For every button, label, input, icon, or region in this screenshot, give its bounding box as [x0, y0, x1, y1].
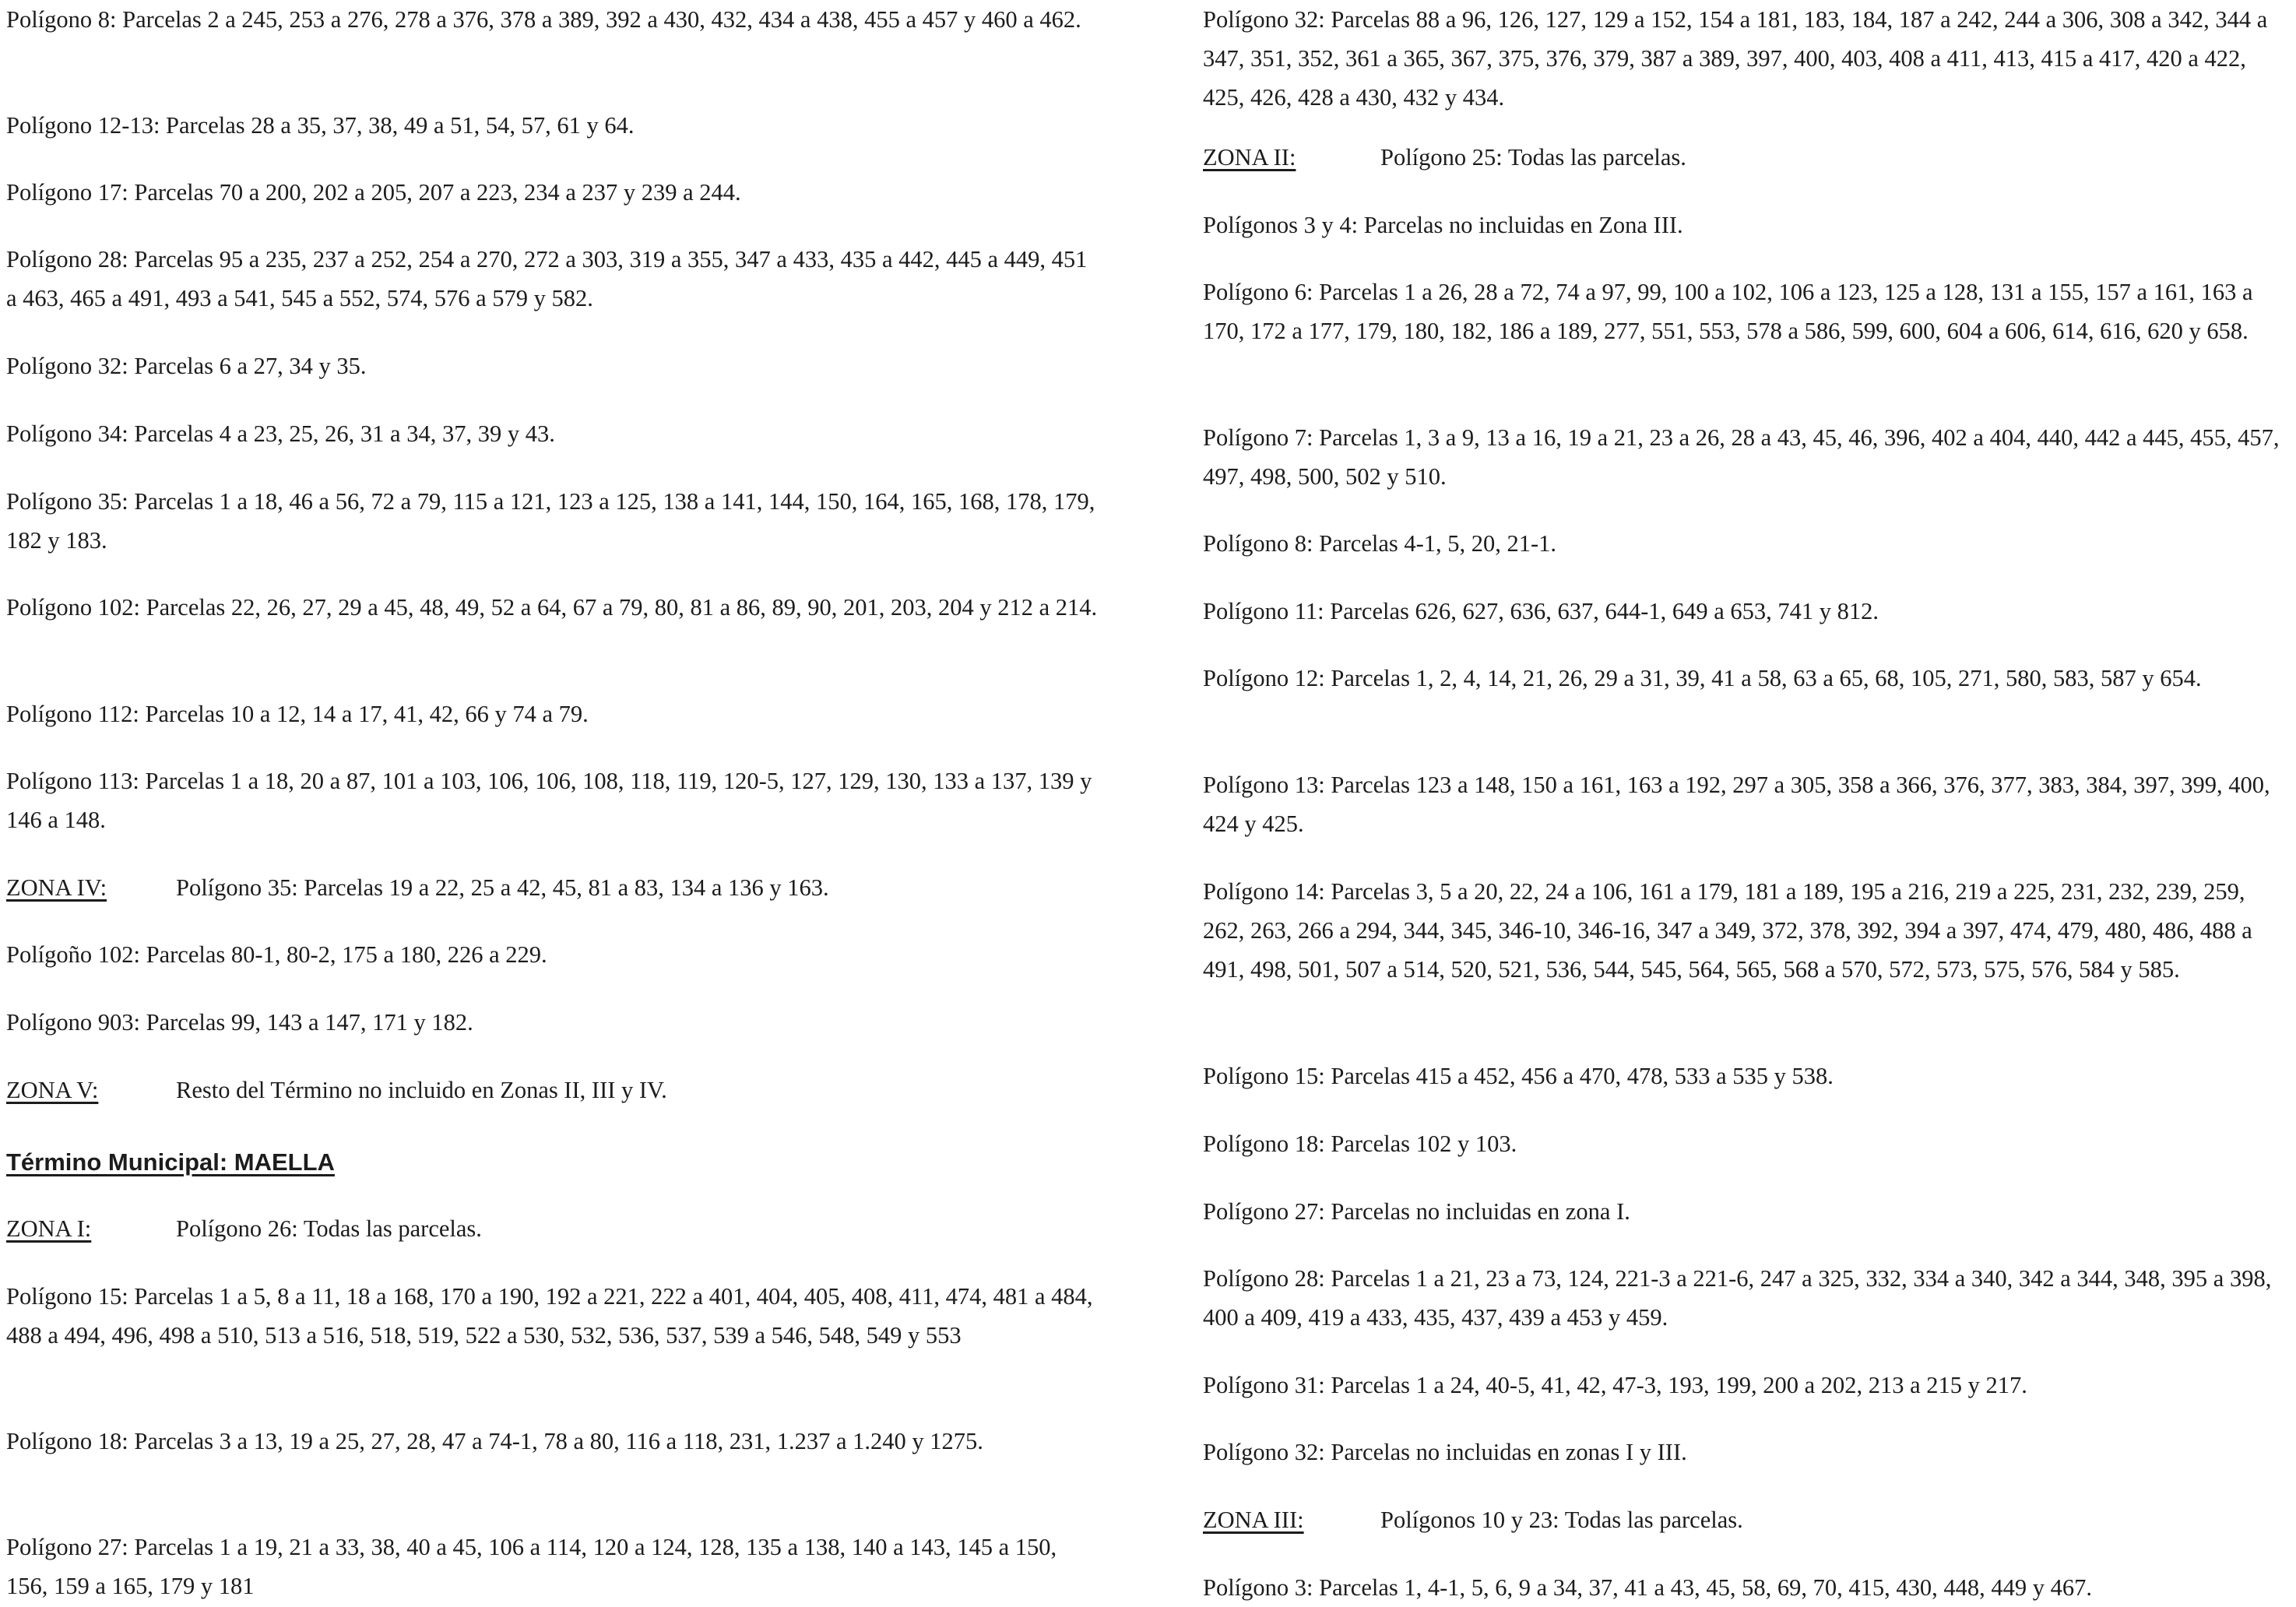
zona-ii-label: ZONA II:: [1203, 144, 1296, 171]
parcel-entry: Polígono 13: Parcelas 123 a 148, 150 a 161, 163 a 192, 297 a 305, 358 a 366, 376, 377, 383, 384, 397, 399, 400, 424 y 425.: [1203, 772, 2270, 837]
parcel-entry: Polígono 18: Parcelas 102 y 103.: [1203, 1131, 1517, 1157]
zona-iv-row: [6, 868, 1100, 907]
parcel-entry: Polígono 34: Parcelas 4 a 23, 25, 26, 31 a 34, 37, 39 y 43.: [6, 420, 555, 447]
municipio-heading: Término Municipal: MAELLA: [6, 1148, 335, 1176]
parcel-entry: Polígono 32: Parcelas no incluidas en zonas I y III.: [1203, 1439, 1687, 1465]
parcel-entry: Polígono 12-13: Parcelas 28 a 35, 37, 38, 49 a 51, 54, 57, 61 y 64.: [6, 112, 635, 139]
parcel-entry: Polígono 32: Parcelas 88 a 96, 126, 127, 129 a 152, 154 a 181, 183, 184, 187 a 242, 244 a 306, 308 a 342, 344 a 347, 351, 352, 361 a 365, 367, 375, 376, 379, 387 a 389, 397, 400, 403, 408 a 411, 413, 415 a 417, 420 a 422, 425, 426, 428 a 430, 432 y 434.: [1203, 6, 2268, 111]
parcel-entry: Polígonos 3 y 4: Parcelas no incluidas en Zona III.: [1203, 212, 1683, 238]
parcel-entry: Polígono 102: Parcelas 22, 26, 27, 29 a 45, 48, 49, 52 a 64, 67 a 79, 80, 81 a 86, 89, 90, 201, 203, 204 y 212 a 214.: [6, 594, 1098, 621]
parcel-entry: Polígoño 102: Parcelas 80-1, 80-2, 175 a 180, 226 a 229.: [6, 941, 547, 968]
parcel-entry: Polígono 11: Parcelas 626, 627, 636, 637, 644-1, 649 a 653, 741 y 812.: [1203, 598, 1879, 624]
parcel-entry: Polígono 28: Parcelas 95 a 235, 237 a 252, 254 a 270, 272 a 303, 319 a 355, 347 a 433, 435 a 442, 445 a 449, 451 a 463, 465 a 491, 493 a 541, 545 a 552, 574, 576 a 579 y 582.: [6, 246, 1088, 311]
parcel-entry: Polígono 112: Parcelas 10 a 12, 14 a 17, 41, 42, 66 y 74 a 79.: [6, 701, 589, 727]
parcel-entry: Polígono 8: Parcelas 4-1, 5, 20, 21-1.: [1203, 530, 1557, 557]
zona-ii-text: Polígono 25: Todas las parcelas.: [1380, 144, 1686, 171]
zona-v-row: [6, 1071, 1100, 1109]
zona-ii-row: [1203, 138, 2291, 177]
parcel-entry: Polígono 31: Parcelas 1 a 24, 40-5, 41, 42, 47-3, 193, 199, 200 a 202, 213 a 215 y 217.: [1203, 1372, 2027, 1398]
parcel-entry: Polígono 14: Parcelas 3, 5 a 20, 22, 24 a 106, 161 a 179, 181 a 189, 195 a 216, 219 a 225, 231, 232, 239, 259, 262, 263, 266 a 294, 344, 345, 346-10, 346-16, 347 a 349, 372, 378, 392, 394 a 397, 474, 479, 480, 486, 488 a 491, 498, 501, 507 a 514, 520, 521, 536, 544, 545, 564, 565, 568 a 570, 572, 573, 575, 576, 584 y 585.: [1203, 878, 2252, 983]
parcel-entry: Polígono 28: Parcelas 1 a 21, 23 a 73, 124, 221-3 a 221-6, 247 a 325, 332, 334 a 340, 342 a 344, 348, 395 a 398, 400 a 409, 419 a 433, 435, 437, 439 a 453 y 459.: [1203, 1265, 2272, 1331]
zona-iii-row: [1203, 1500, 2291, 1539]
zona-v-label: ZONA V:: [6, 1077, 99, 1103]
zona-iii-label: ZONA III:: [1203, 1507, 1304, 1533]
parcel-entry: Polígono 903: Parcelas 99, 143 a 147, 171 y 182.: [6, 1009, 473, 1036]
zona-i-label: ZONA I:: [6, 1215, 92, 1242]
parcel-entry: Polígono 17: Parcelas 70 a 200, 202 a 205, 207 a 223, 234 a 237 y 239 a 244.: [6, 179, 741, 206]
parcel-entry: Polígono 6: Parcelas 1 a 26, 28 a 72, 74 a 97, 99, 100 a 102, 106 a 123, 125 a 128, 131 a 155, 157 a 161, 163 a 170, 172 a 177, 179, 180, 182, 186 a 189, 277, 551, 553, 578 a 586, 599, 600, 604 a 606, 614, 616, 620 y 658.: [1203, 279, 2253, 344]
parcel-entry: Polígono 27: Parcelas 1 a 19, 21 a 33, 38, 40 a 45, 106 a 114, 120 a 124, 128, 135 a 138, 140 a 143, 145 a 150, 156, 159 a 165, 179 y 181: [6, 1534, 1057, 1599]
parcel-entry: Polígono 15: Parcelas 415 a 452, 456 a 470, 478, 533 a 535 y 538.: [1203, 1063, 1834, 1089]
zona-iv-text: Polígono 35: Parcelas 19 a 22, 25 a 42, 45, 81 a 83, 134 a 136 y 163.: [176, 874, 829, 901]
parcel-entry: Polígono 35: Parcelas 1 a 18, 46 a 56, 72 a 79, 115 a 121, 123 a 125, 138 a 141, 144, 150, 164, 165, 168, 178, 179, 182 y 183.: [6, 488, 1095, 554]
parcel-entry: Polígono 27: Parcelas no incluidas en zona I.: [1203, 1198, 1630, 1225]
parcel-entry: Polígono 18: Parcelas 3 a 13, 19 a 25, 27, 28, 47 a 74-1, 78 a 80, 116 a 118, 231, 1.237 a 1.240 y 1275.: [6, 1428, 983, 1454]
parcel-entry: Polígono 7: Parcelas 1, 3 a 9, 13 a 16, 19 a 21, 23 a 26, 28 a 43, 45, 46, 396, 402 a 404, 440, 442 a 445, 455, 457, 497, 498, 500, 502 y 510.: [1203, 424, 2280, 490]
zona-v-text: Resto del Término no incluido en Zonas II, III y IV.: [176, 1077, 667, 1103]
zona-iv-label: ZONA IV:: [6, 874, 107, 901]
parcel-entry: Polígono 15: Parcelas 1 a 5, 8 a 11, 18 a 168, 170 a 190, 192 a 221, 222 a 401, 404, 405, 408, 411, 474, 481 a 484, 488 a 494, 496, 498 a 510, 513 a 516, 518, 519, 522 a 530, 532, 536, 537, 539 a 546, 548, 549 y 553: [6, 1283, 1093, 1349]
parcel-entry: Polígono 32: Parcelas 6 a 27, 34 y 35.: [6, 353, 367, 379]
parcel-entry: Polígono 8: Parcelas 2 a 245, 253 a 276, 278 a 376, 378 a 389, 392 a 430, 432, 434 a 438, 455 a 457 y 460 a 462.: [6, 6, 1081, 33]
zona-iii-text: Polígonos 10 y 23: Todas las parcelas.: [1380, 1507, 1743, 1533]
parcel-entry: Polígono 3: Parcelas 1, 4-1, 5, 6, 9 a 34, 37, 41 a 43, 45, 58, 69, 70, 415, 430, 448, 449 y 467.: [1203, 1574, 2092, 1601]
zona-i-row: [6, 1209, 1100, 1248]
parcel-entry: Polígono 113: Parcelas 1 a 18, 20 a 87, 101 a 103, 106, 106, 108, 118, 119, 120-5, 127, 129, 130, 133 a 137, 139 y 146 a 148.: [6, 768, 1092, 833]
zona-i-text: Polígono 26: Todas las parcelas.: [176, 1215, 482, 1242]
parcel-entry: Polígono 12: Parcelas 1, 2, 4, 14, 21, 26, 29 a 31, 39, 41 a 58, 63 a 65, 68, 105, 271, 580, 583, 587 y 654.: [1203, 665, 2202, 691]
